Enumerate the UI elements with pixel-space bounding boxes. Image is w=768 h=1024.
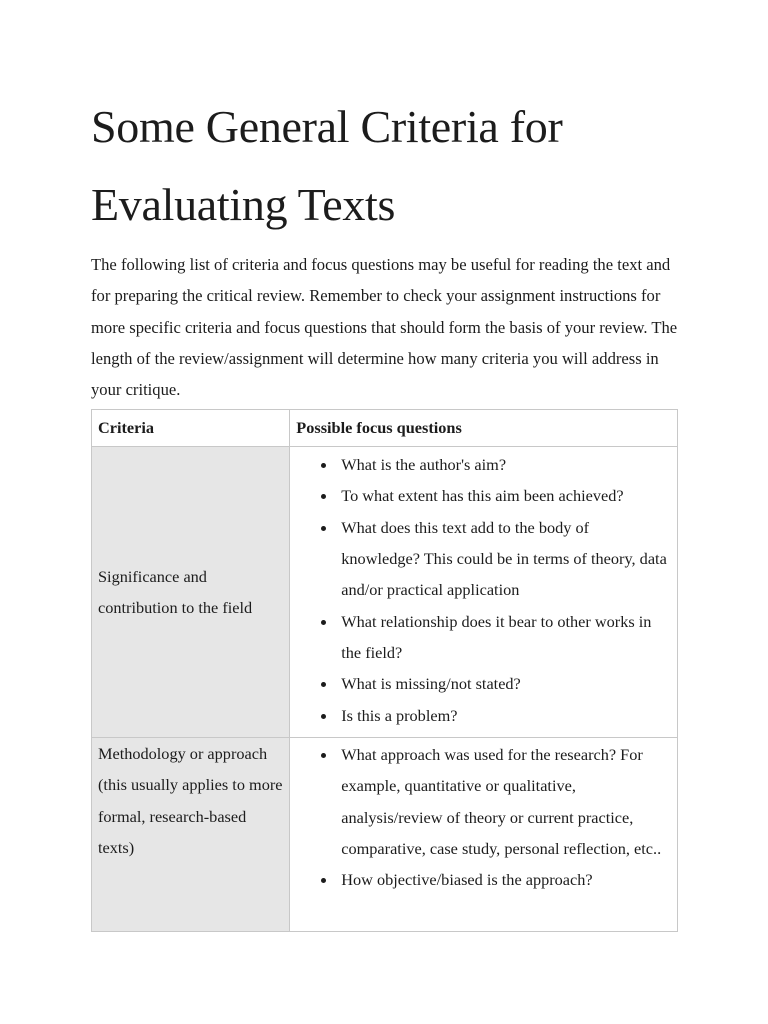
table-row [92,738,678,932]
table-row [92,447,678,738]
list-item: What relationship does it bear to other works in the field? [341,606,671,669]
table-header-row [92,410,678,447]
list-item: What does this text add to the body of knowledge? This could be in terms of theory, data and/or practical application [341,512,671,606]
list-item: To what extent has this aim been achieved? [341,480,671,511]
header-criteria: Criteria [92,410,290,447]
list-item: Is this a problem? [341,700,671,731]
questions-cell [290,447,678,738]
list-item: How objective/biased is the approach? [341,864,671,895]
page-title: Some General Criteria for Evaluating Texts [91,101,563,230]
criteria-table [91,409,678,932]
header-focus-questions: Possible focus questions [290,410,678,447]
questions-cell [290,738,678,932]
list-item: What approach was used for the research? For example, quantitative or qualitative, analysis/review of theory or current practice, comparative, case study, personal reflection, etc.. [341,739,671,864]
question-list [296,739,671,895]
criteria-cell: Significance and contribution to the field [92,447,290,738]
intro-paragraph: The following list of criteria and focus questions may be useful for reading the text and for preparing the critical review. Remember to check your assignment instructions for more specific criteria and focus questions that should form the basis of your review. The length of the review/assignment will determine how many criteria you will address in your critique. [91,255,678,400]
question-list [296,449,671,731]
list-item: What is missing/not stated? [341,668,671,699]
list-item: What is the author's aim? [341,449,671,480]
criteria-cell: Methodology or approach (this usually applies to more formal, research-based texts) [92,738,290,932]
